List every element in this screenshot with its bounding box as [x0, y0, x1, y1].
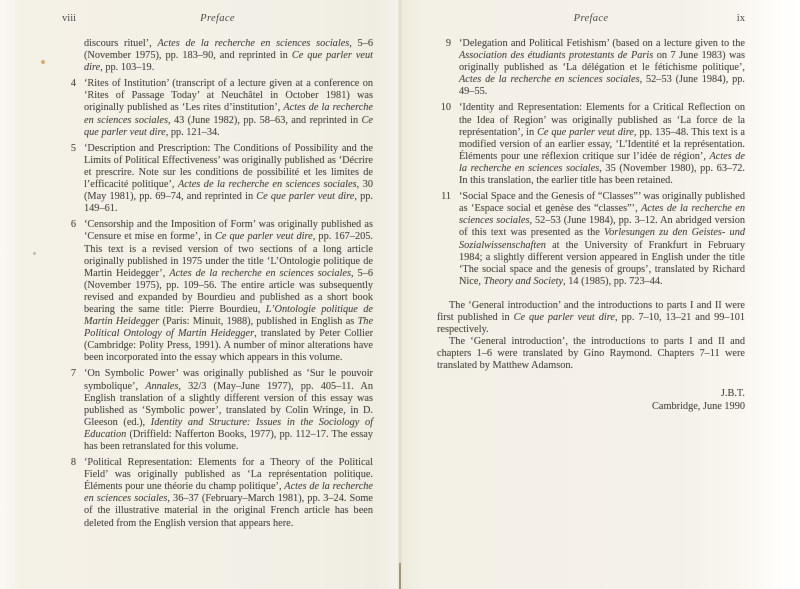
footnote-text: ‘Rites of Institution’ (transcript of a lecture given at a conference on ‘Rites of Passage Today’ at Neuchâtel in October 1981) was originally published as ‘Les rites d’institution’, Actes de la recherche en sciences sociales, 43 (June 1982), pp. 58–63, and reprinted in Ce que parler veut dire, pp. 121–34.: [84, 78, 373, 138]
signature-block: [437, 388, 745, 412]
footnote-text: ‘Social Space and the Genesis of “Classes”’ was originally published as ‘Espace social et genèse des “classes”’, Actes de la recherche en sciences sociales, 52–53 (June 1984), pp. 3–12. An abridged version of this text was presented as the Vorlesungen zu den Geistes- und Sozialwissenschaften at the University of Frankfurt in February 1984; a slightly different version appeared in English under the title ‘The social space and the genesis of groups’, translated by Richard Nice, Theory and Society, 14 (1985), pp. 723–44.: [459, 191, 745, 287]
left-page-number: viii: [62, 13, 77, 24]
footnote-text: ‘On Symbolic Power’ was originally published as ‘Sur le pouvoir symbolique’, Annales, 32/3 (May–June 1977), pp. 405–11. An English translation of a slightly different version of this essay was published as ‘Symbolic power’, translated by Colin Wringe, in D. Gleeson (ed.), Identity and Structure: Issues in the Sociology of Education (Driffield: Nafferton Books, 1977), pp. 112–17. The essay has been retranslated for this volume.: [84, 368, 373, 452]
footnote-number: 7: [70, 368, 76, 380]
footnote-text: ‘Censorship and the Imposition of Form’ was originally published as ‘Censure et mise en forme’, in Ce que parler veut dire, pp. 167–205. This text is a revised version of two sections of a long article originally published in 1975 under the title ‘L’Ontologie politique de Martin Heidegger’, Actes de la recherche en sciences sociales, 5–6 (November 1975), pp. 109–56. The entire article was subsequently revised and expanded by Bourdieu and published as a short book bearing the same title: Pierre Bourdieu, L’Ontologie politique de Martin Heidegger (Paris: Minuit, 1988), published in English as The Political Ontology of Martin Heidegger, translated by Peter Collier (Cambridge: Polity Press, 1991). A number of minor alterations have been incorporated into the essay which appears in this volume.: [84, 219, 374, 364]
signature-place-date: Cambridge, June 1990: [652, 400, 745, 412]
footnote-text: ‘Description and Prescription: The Conditions of Possibility and the Limits of Political Effectiveness’ was originally published as ‘Décrire et prescrire. Note sur les conditions de possibilité et les limites de l’efficacité politique’, Actes de la recherche en sciences sociales, 30 (May 1981), pp. 69–74, and reprinted in Ce que parler veut dire, pp. 149–61.: [84, 142, 373, 215]
footnote-text: ‘Identity and Representation: Elements for a Critical Reflection on the Idea of Region’ was originally published as ‘La force de la représentation’, in Ce que parler veut dire, pp. 135–48. This text is a modified version of an earlier essay, ‘L’Identité et la représentation. Éléments pour une réflexion critique sur l’idée de région’, Actes de la recherche en sciences sociales, 35 (November 1980), pp. 63–72. In this translation, the earlier title has been retained.: [459, 102, 746, 187]
left-notes-list: [62, 78, 373, 529]
footnote-text: ‘Delegation and Political Fetishism’ (based on a lecture given to the Association des étudiants protestants de Paris on 7 June 1983) was originally published as ‘La délégation et le fétichisme politique’, Actes de la recherche en sciences sociales, 52–53 (June 1984), pp. 49–55.: [459, 38, 745, 98]
footnote-text: ‘Political Representation: Elements for a Theory of the Political Field’ was originally published as ‘La représentation politique. Éléments pour une théorie du champ politique’, Actes de la recherche en sciences sociales, 36–37 (February–March 1981), pp. 3–24. Some of the illustrative material in the original French article has been deleted from the English version that appears here.: [84, 457, 373, 529]
footnote-item: [437, 191, 745, 288]
closing-paragraph: The ‘General introduction’ and the introductions to parts I and II were first published in Ce que parler veut dire, pp. 7–10, 13–21 and 99–101 respectively.: [437, 299, 746, 336]
footnote-number: 8: [70, 457, 76, 469]
footnote-item: [62, 78, 373, 138]
right-running-head: Preface: [573, 13, 609, 24]
footnote-number: 4: [70, 78, 76, 90]
right-notes-list: [437, 38, 745, 288]
left-running-head: Preface: [200, 13, 235, 24]
footnote-item: [62, 143, 373, 216]
left-page: [0, 0, 397, 589]
footnote-number: 6: [70, 219, 76, 231]
closing-paragraph: The ‘General introduction’, the introductions to parts I and II and chapters 1–6 were translated by Gino Raymond. Chapters 7–11 were translated by Matthew Adamson.: [437, 336, 745, 372]
footnote-number: 11: [441, 191, 451, 203]
continuation-paragraph: [62, 38, 373, 74]
right-page-body: [437, 38, 745, 413]
left-running-head-row: [62, 13, 373, 25]
scan-speckle: [41, 60, 45, 64]
footnote-item: [62, 368, 373, 453]
footnote-item: [62, 219, 373, 364]
continuation-text: discours rituel’, Actes de la recherche en sciences sociales, 5–6 (November 1975), pp. 183–90, and reprinted in Ce que parler veut dire, pp. 103–19.: [84, 38, 374, 74]
footnote-number: 5: [70, 142, 76, 154]
page-gutter: [396, 0, 404, 589]
right-page: [404, 0, 800, 589]
right-page-number: ix: [736, 13, 745, 24]
footnote-item: [437, 38, 745, 98]
signature-initials: J.B.T.: [720, 388, 745, 400]
footnote-item: [62, 457, 373, 530]
footnote-item: [437, 102, 745, 187]
left-page-body: [62, 38, 373, 530]
footnote-number: 10: [440, 102, 451, 114]
scan-speckle: [33, 252, 36, 255]
footnote-number: [62, 38, 84, 74]
footnote-number: 9: [445, 38, 451, 49]
right-running-head-row: [437, 13, 745, 25]
